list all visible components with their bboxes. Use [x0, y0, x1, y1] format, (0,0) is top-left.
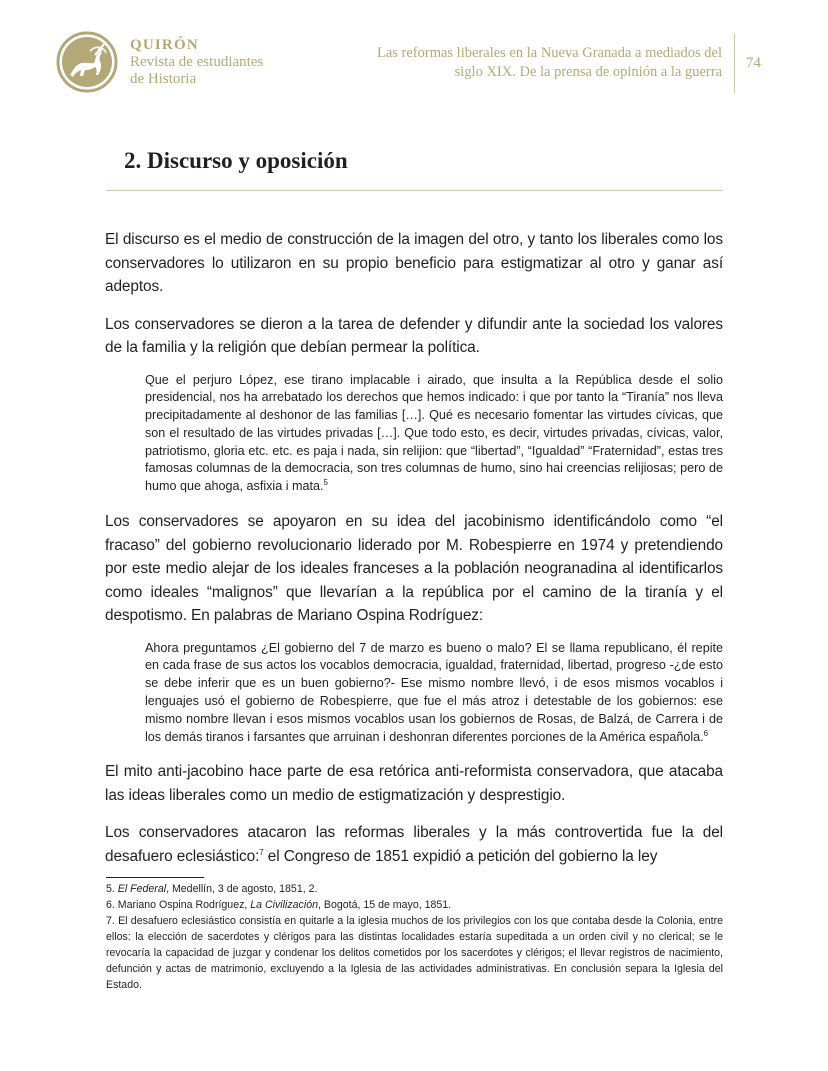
centaur-archer-logo-icon	[56, 31, 118, 93]
footnote-7: 7. El desafuero eclesiástico consistía en quitarle a la iglesia muchos de los privilegios con los que contaba desde la Colonia, entre ellos: la elección de sacerdotes y clérigos para las distintas localidades estaría supeditada a un orden civil y no clerical; se le revocaría la capacidad de juzgar y condenar los delitos cometidos por los sacerdotes y clérigos; el llevar registros de nacimiento, defunción y actas de matrimonio, excluyendo a la Iglesia de las actividades administrativas. En conclusión separa la Iglesia del Estado.	[106, 915, 723, 991]
block-quote-1	[145, 372, 723, 497]
page-number: 74	[746, 55, 761, 71]
running-title	[322, 44, 722, 82]
footnote-6-pre: 6. Mariano Ospina Rodríguez,	[106, 899, 251, 911]
footnote-5-rest: , Medellín, 3 de agosto, 1851, 2.	[166, 883, 318, 895]
paragraph-3: Los conservadores se apoyaron en su idea del jacobinismo identificándolo como “el fracaso” del gobierno revolucionario liderado por M. Robespierre en 1974 y pretendiendo por este medio alejar de los ideales franceses a la población neogranadina al identificarlos como ideales “malignos” que llevarían a la república por el camino de la tiranía y el despotismo. En palabras de Mariano Ospina Rodríguez:	[105, 513, 723, 625]
footnote-rule	[106, 877, 204, 878]
journal-masthead	[130, 37, 263, 88]
footnote-6	[106, 897, 723, 913]
journal-subtitle-line1: Revista de estudiantes	[130, 54, 264, 70]
paragraph-5-part1: Los conservadores atacaron las reformas liberales y la más controvertida fue la del desafuero eclesiástico:	[105, 824, 723, 865]
footnote-ref-5[interactable]: 5	[323, 478, 328, 488]
footnote-5-title: El Federal	[117, 883, 167, 895]
section-title: 2. Discurso y oposición	[124, 148, 348, 173]
block-quote-1-text: Que el perjuro López, ese tirano implacable i airado, que insulta a la República desde el solio presidencial, nos ha arrebatado los derechos que hemos indicado: i que por tanto la “Tiranía” nos lleva precipitadamente al deshonor de las familias […]. Qué es necesario fomentar las virtudes cívicas, que son el resultado de las virtudes privadas […]. Que todo esto, es decir, virtudes privadas, cívicas, valor, patriotismo, gloria etc. etc. es paja i nada, sin relijion: que “libertad”, “Igualdad” “Fraternidad”, estas tres famosas columnas de la democracia, son tres columnas de humo, sino hai creencias relijiosas; pero de humo que ahoga, asfixia i mata.	[145, 372, 723, 494]
footnote-ref-6[interactable]: 6	[703, 728, 709, 738]
footnote-5	[106, 881, 723, 897]
paragraph-5	[105, 821, 723, 868]
article-body	[105, 228, 723, 882]
footnote-5-number: 5.	[106, 883, 118, 895]
paragraph-1: El discurso es el medio de construcción de la imagen del otro, y tanto los liberales como los conservadores lo utilizaron en su propio beneficio para estigmatizar al otro y ganar así adeptos.	[105, 231, 723, 295]
footnote-6-rest: , Bogotá, 15 de mayo, 1851.	[318, 899, 452, 911]
journal-subtitle-line2: de Historia	[130, 71, 197, 87]
paragraph-5-part2: el Congreso de 1851 expidió a petición del gobierno la ley	[263, 847, 658, 865]
footnote-6-title: La Civilización	[250, 899, 318, 911]
footnotes	[106, 881, 723, 993]
running-title-line1: Las reformas liberales en la Nueva Granada a mediados del	[376, 45, 722, 61]
footnote-ref-7[interactable]: 7	[259, 847, 264, 857]
paragraph-2: Los conservadores se dieron a la tarea de defender y difundir ante la sociedad los valores de la familia y la religión que debían permear la política.	[105, 315, 723, 356]
paragraph-4: El mito anti-jacobino hace parte de esa retórica anti-reformista conservadora, que atacaba las ideas liberales como un medio de estigmatización y desprestigio.	[105, 763, 723, 804]
block-quote-2	[145, 640, 723, 747]
journal-name: QUIRÓN	[130, 37, 199, 53]
header-divider	[734, 33, 735, 93]
running-title-line2: siglo XIX. De la prensa de opinión a la guerra	[454, 64, 722, 80]
block-quote-2-text: Ahora preguntamos ¿El gobierno del 7 de marzo es bueno o malo? El se llama republicano, él repite en cada frase de sus actos los vocablos democracia, igualdad, fraternidad, libertad, progreso -¿de esto se debe inferir que es un buen gobierno?- Ese mismo nombre llevó, i de esos mismos vocablos i lenguajes usó el gobierno de Robespierre, que fue el más atroz i detestable de los gobiernos: ese mismo nombre llevan i esos mismos vocablos usan los gobiernos de Rosas, de Balzá, de Carrera i de los demás tiranos i farsantes que arruinan i deshonran diferentes porciones de la América española.	[145, 640, 723, 744]
section-title-rule	[106, 190, 723, 191]
